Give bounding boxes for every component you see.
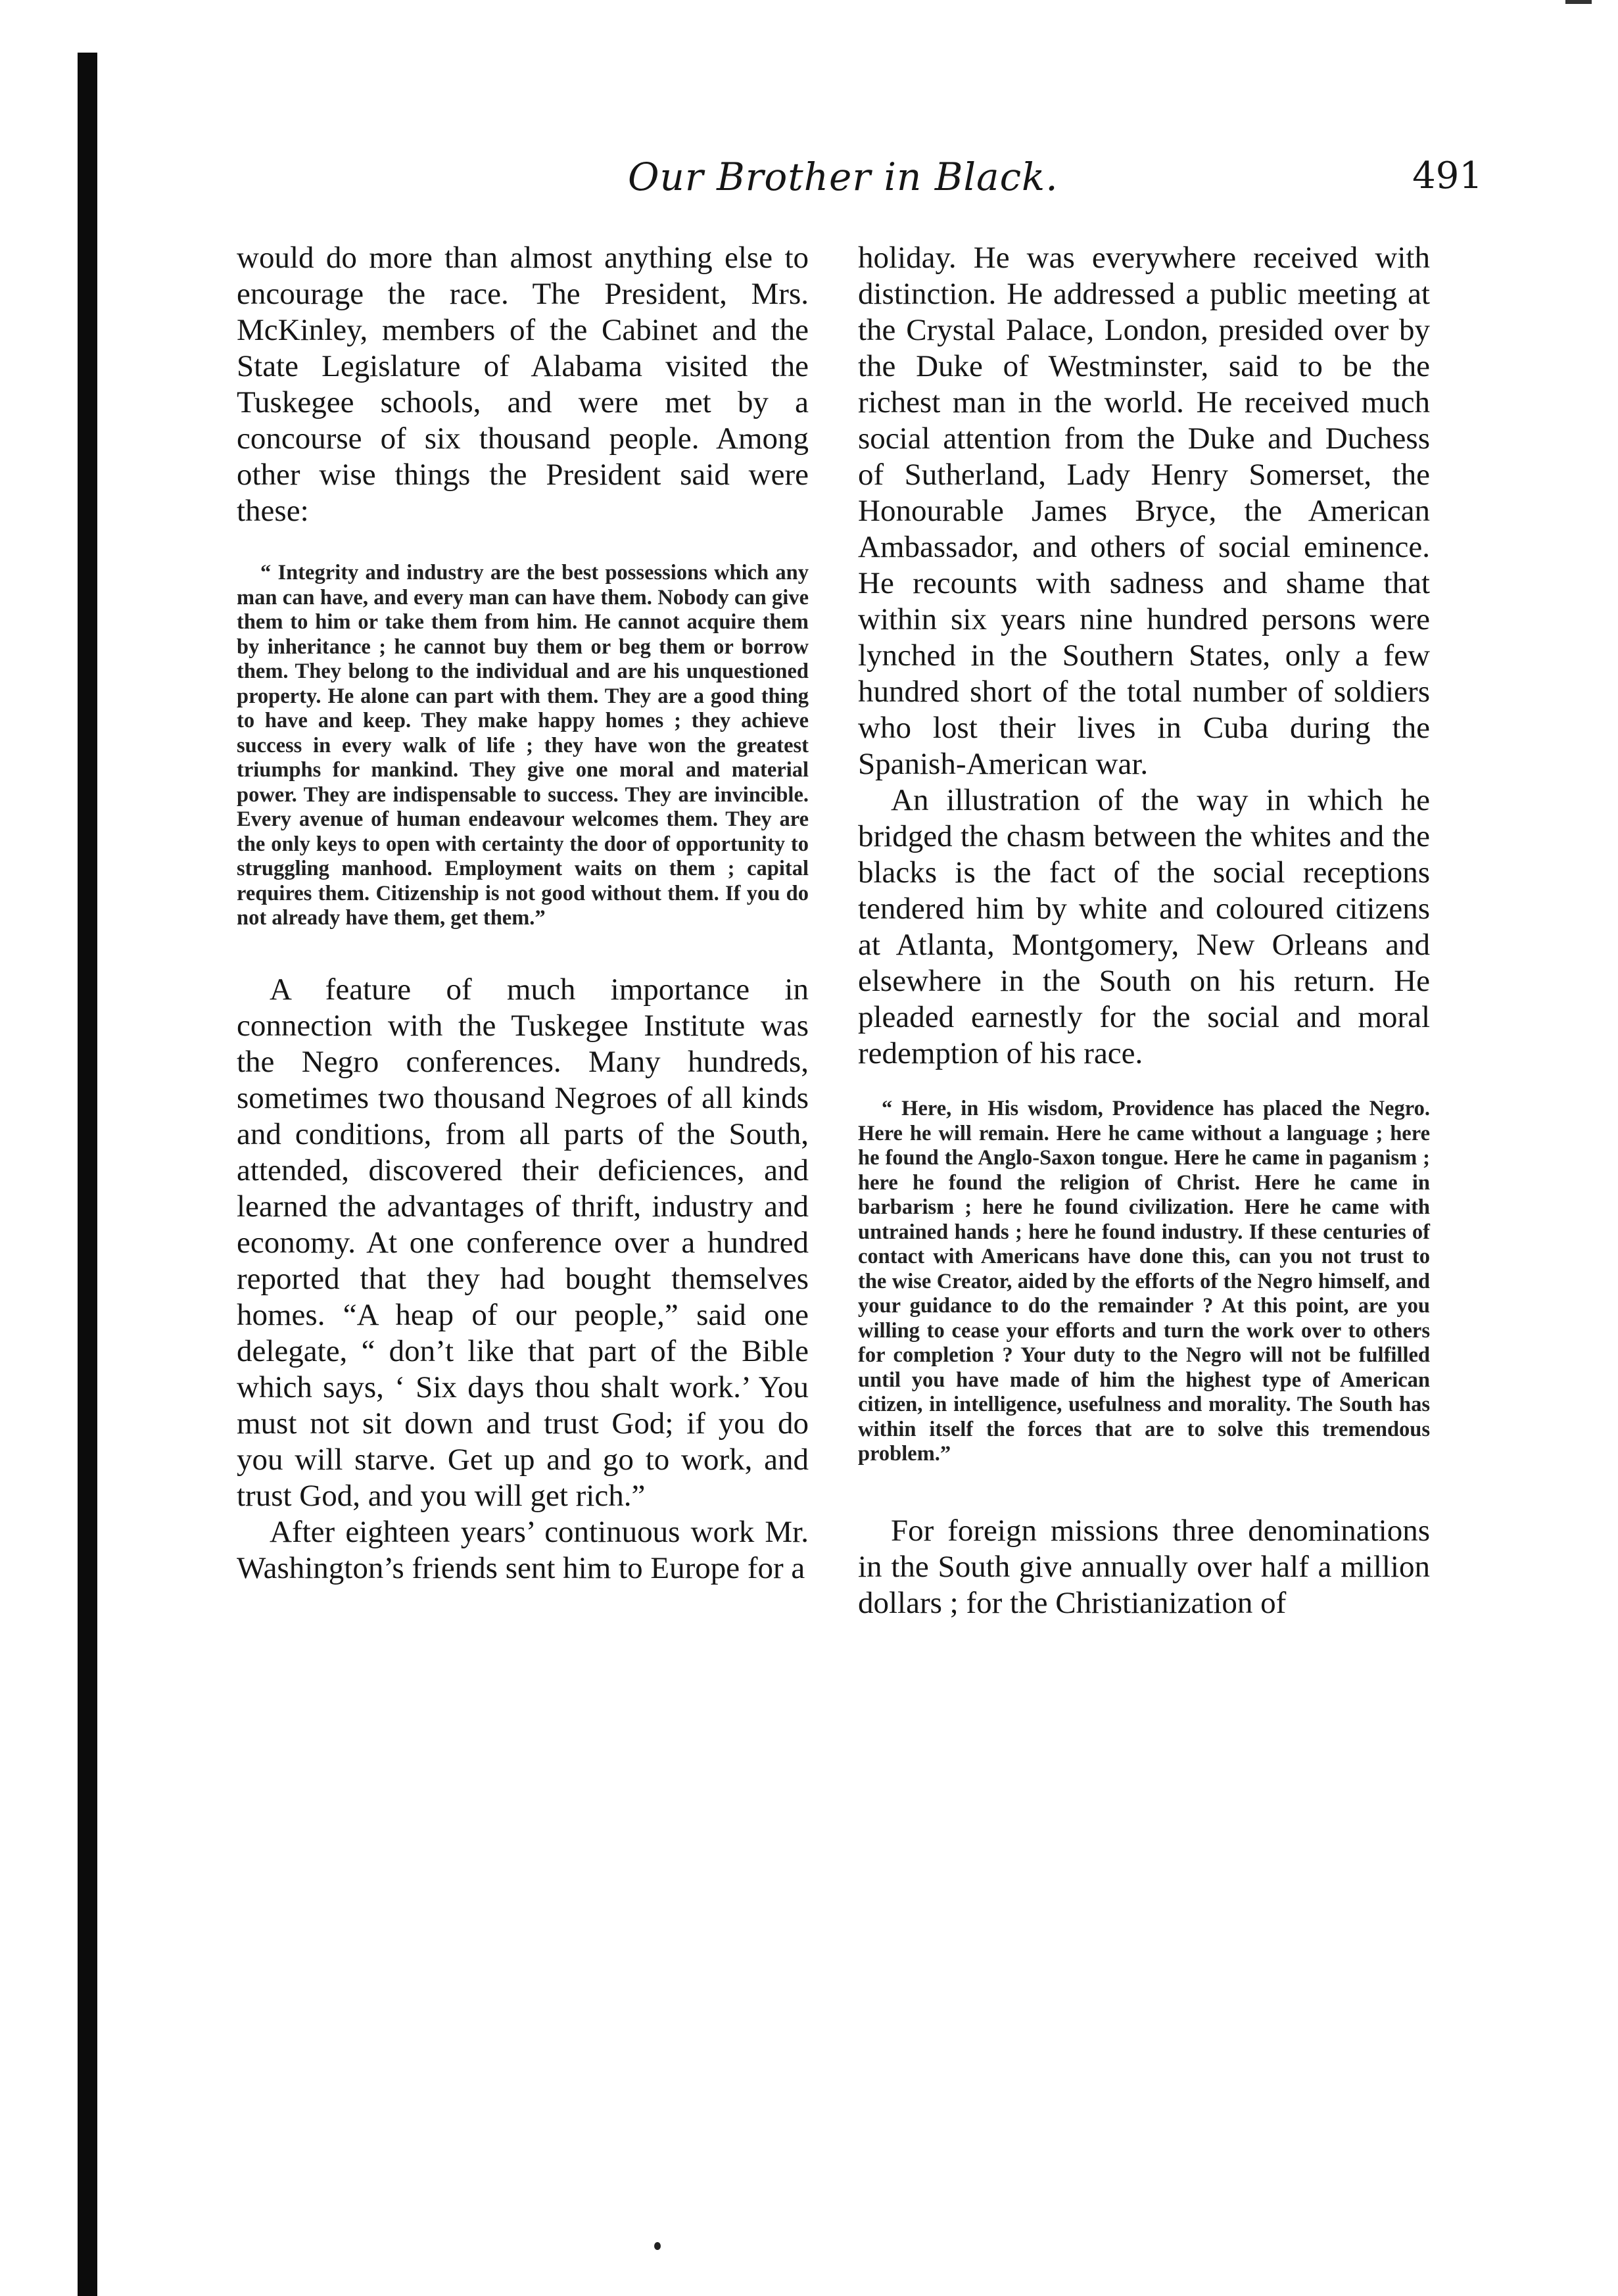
corner-mark — [1565, 0, 1592, 4]
right-paragraph-2: An illustration of the way in which he bridged the chasm between the whites and the blacks is the fact of the social receptions tendered him by white and coloured citizens at Atlanta, Montgomery, New Orleans and elsewhere in the South on his return. He pleaded earnestly for the social and moral redemption of his race. — [858, 783, 1430, 1070]
left-column — [237, 240, 809, 1587]
page-binding-shadow — [78, 53, 97, 2296]
left-paragraph-2: A feature of much importance in connection with the Tuskegee Institute was the Negro conferences. Many hundreds, sometimes two thousand Negroes of all kinds and conditions, from all parts of the South, attended, discovered their deficiences, and learned the advantages of thrift, industry and economy. At one conference over a hundred reported that they had bought themselves homes. “A heap of our people,” said one delegate, “ don’t like that part of the Bible which says, ‘ Six days thou shalt work.’ You must not sit down and trust God; if you do you will starve. Get up and go to work, and trust God, and you will get rich.” — [237, 972, 809, 1513]
left-quote-mckinley: “ Integrity and industry are the best possessions which any man can have, and every man can have them. Nobody can give them to him or take them from him. He cannot acquire them by inheritance ; he cannot buy them or beg them or borrow them. They belong to the individual and are his unquestioned property. He alone can part with them. They are a good thing to have and keep. They make happy homes ; they achieve success in every walk of life ; they have won the greatest triumphs for mankind. They give one moral and material power. They are indispensable to success. They are invincible. Every avenue of human endeavour welcomes them. They are the only keys to open with certainty the door of opportunity to struggling manhood. Employment waits on them ; capital requires them. Citizenship is not good without them. If you do not already have them, get them.” — [237, 561, 809, 930]
page-number: 491 — [1412, 155, 1483, 197]
right-quote-washington: “ Here, in His wisdom, Providence has placed the Negro. Here he will remain. Here he came without a language ; here he found the Anglo-Saxon tongue. Here he came in paganism ; here he found the religion of Christ. Here he came in barbarism ; here he found civilization. Here he came with untrained hands ; here he found industry. If these centuries of contact with Americans have done this, can you not trust to the wise Creator, aided by the efforts of the Negro himself, and your guidance to do the remainder ? At this point, are you willing to cease your efforts and turn the work over to others for completion ? Your duty to the Negro will not be fulfilled until you have made of him the highest type of American citizen, in intelligence, usefulness and morality. The South has within itself the forces that are to solve this tremendous problem.” — [858, 1097, 1430, 1466]
right-paragraph-1: holiday. He was everywhere received with distinction. He addressed a public meeting at the Crystal Palace, London, presided over by the Duke of Westminster, said to be the richest man in the world. He received much social attention from the Duke and Duchess of Sutherland, Lady Henry Somerset, the Honourable James Bryce, the American Ambassador, and others of social eminence. He recounts with sadness and shame that within six years nine hundred persons were lynched in the Southern States, only a few hundred short of the total number of soldiers who lost their lives in Cuba during the Spanish-American war. — [858, 241, 1430, 781]
left-paragraph-3: After eighteen years’ continuous work Mr. Washington’s friends sent him to Europe for a — [237, 1514, 809, 1585]
running-title: Our Brother in Black. — [628, 155, 1059, 199]
right-paragraph-3: For foreign missions three denominations in the South give annually over half a million dollars ; for the Christianization of — [858, 1513, 1430, 1620]
left-paragraph-1: would do more than almost anything else to encourage the race. The President, Mrs. McKinley, members of the Cabinet and the State Legislature of Alabama visited the Tuskegee schools, and were met by a concourse of six thousand people. Among other wise things the President said were these: — [237, 241, 809, 528]
page-footer-dot — [654, 2242, 661, 2250]
running-head — [233, 155, 1483, 207]
right-column — [858, 240, 1430, 1621]
